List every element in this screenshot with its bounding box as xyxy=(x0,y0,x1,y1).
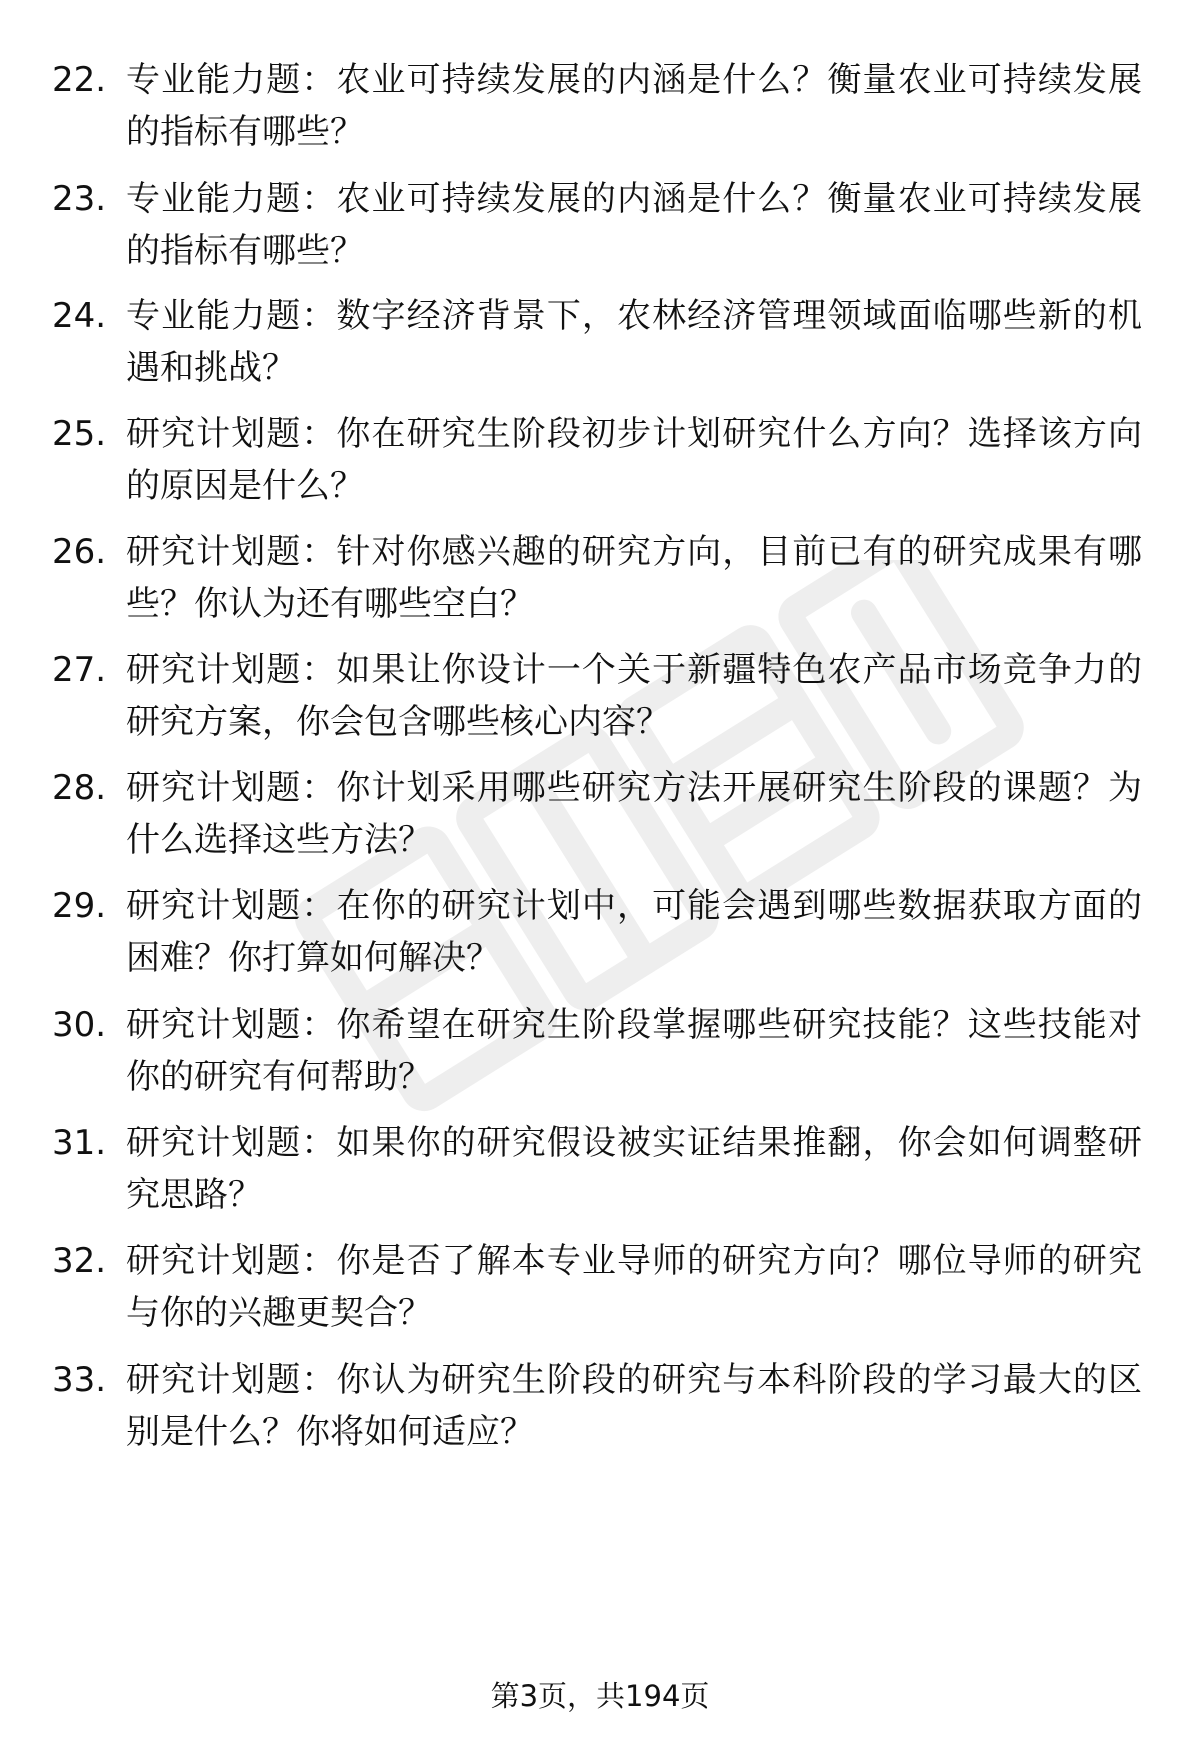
question-number: 23. xyxy=(52,179,107,219)
question-item xyxy=(52,999,1142,1119)
question-item xyxy=(52,1117,1142,1237)
question-number: 32. xyxy=(52,1241,107,1281)
question-text: 研究计划题：如果让你设计一个关于新疆特色农产品市场竞争力的研究方案，你会包含哪些核心内容？ xyxy=(126,650,1142,742)
question-item xyxy=(52,526,1142,646)
question-text: 研究计划题：如果你的研究假设被实证结果推翻，你会如何调整研究思路？ xyxy=(126,1123,1142,1215)
question-text: 专业能力题：数字经济背景下，农林经济管理领域面临哪些新的机遇和挑战？ xyxy=(126,296,1142,388)
question-item xyxy=(52,644,1142,764)
question-item xyxy=(52,1235,1142,1355)
question-number: 31. xyxy=(52,1123,107,1163)
question-number: 27. xyxy=(52,650,107,690)
question-text: 研究计划题：你希望在研究生阶段掌握哪些研究技能？这些技能对你的研究有何帮助？ xyxy=(126,1005,1142,1097)
question-text: 专业能力题：农业可持续发展的内涵是什么？衡量农业可持续发展的指标有哪些？ xyxy=(126,60,1142,152)
question-number: 25. xyxy=(52,414,107,454)
question-number: 30. xyxy=(52,1005,107,1045)
question-text: 研究计划题：你在研究生阶段初步计划研究什么方向？选择该方向的原因是什么？ xyxy=(126,414,1142,506)
question-text: 研究计划题：你计划采用哪些研究方法开展研究生阶段的课题？为什么选择这些方法？ xyxy=(126,768,1142,860)
question-item xyxy=(52,290,1142,410)
question-item xyxy=(52,408,1142,528)
page-footer: 第3页，共194页 xyxy=(490,1679,710,1713)
question-number: 24. xyxy=(52,296,107,336)
question-text: 研究计划题：针对你感兴趣的研究方向，目前已有的研究成果有哪些？你认为还有哪些空白？ xyxy=(126,532,1142,624)
question-item xyxy=(52,54,1142,174)
question-item xyxy=(52,1354,1142,1474)
question-item xyxy=(52,762,1142,882)
question-number: 33. xyxy=(52,1360,107,1400)
question-number: 26. xyxy=(52,532,107,572)
question-item xyxy=(52,880,1142,1000)
question-number: 29. xyxy=(52,886,107,926)
question-text: 研究计划题：你认为研究生阶段的研究与本科阶段的学习最大的区别是什么？你将如何适应？ xyxy=(126,1360,1142,1452)
question-number: 28. xyxy=(52,768,107,808)
question-item xyxy=(52,173,1142,293)
question-text: 专业能力题：农业可持续发展的内涵是什么？衡量农业可持续发展的指标有哪些？ xyxy=(126,179,1142,271)
question-number: 22. xyxy=(52,60,107,100)
question-text: 研究计划题：你是否了解本专业导师的研究方向？哪位导师的研究与你的兴趣更契合？ xyxy=(126,1241,1142,1333)
question-text: 研究计划题：在你的研究计划中，可能会遇到哪些数据获取方面的困难？你打算如何解决？ xyxy=(126,886,1142,978)
